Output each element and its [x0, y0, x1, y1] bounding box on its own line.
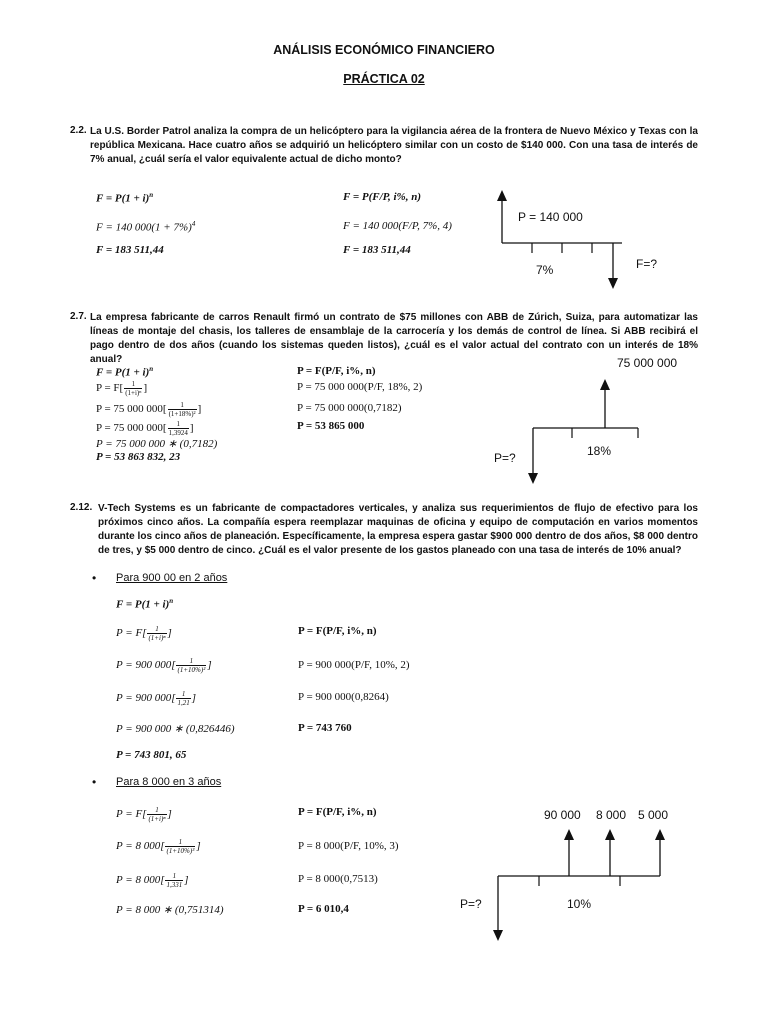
b1-formula-1: P = F[ $\frac{1}{\text{(1+i)ⁿ}}$ ] — [116, 625, 172, 642]
p27-formula-3: P = 75 000 000[ $\frac{1}{\text{(1+18\%)²}}$ ] — [96, 401, 202, 418]
b2-formula-5: P = F(P/F, i%, n) — [298, 806, 377, 818]
p22-formula-5: F = 140 000(F/P, 7%, 4) — [343, 220, 452, 232]
p212-rate-label: 10% — [567, 897, 592, 911]
p27-formula-6: P = 53 863 832, 23 — [96, 451, 181, 463]
p27-formula-4: P = 75 000 000[ $\frac{1}{1,3924}$ ] — [96, 420, 194, 437]
p22-future-value-label: F=? — [636, 257, 658, 271]
problem-2-7-number: 2.7. — [70, 311, 87, 322]
bullet-dot-1: • — [92, 571, 97, 585]
p27-formula-7: P = F(P/F, i%, n) — [297, 365, 376, 377]
b1-formula-6: P = F(P/F, i%, n) — [298, 625, 377, 637]
bullet-dot-2: • — [92, 775, 97, 789]
p27-rate-label: 18% — [587, 444, 612, 458]
p212-value-8000-label: 8 000 — [596, 808, 627, 822]
p27-formula-10: P = 53 865 000 — [297, 420, 365, 432]
b2-formula-2: P = 8 000[ $\frac{1}{\text{(1+10\%)³}}$ ] — [116, 838, 201, 855]
p22-present-value-label: P = 140 000 — [518, 210, 583, 224]
problem-2-2-number: 2.2. — [70, 125, 87, 136]
p22-formula-2: F = 140 $000(1 + 7\%)^4$ — [96, 220, 196, 234]
problem-2-12-text: V-Tech Systems es un fabricante de compactadores verticales, y analiza sus requerimientos de flujo de efectivo para los próximos cinco años. La compañía espera reemplazar maquinas de oficina y equipo de computación en varios momentos durante los cinco años de planeación. Específicamente, la empresa espera gastar $900 000 dentro de dos años, $8 000 dentro de tres, y $5 000 dentro de cinco. ¿Cuál es el valor presente de los gastos planeado con una tasa de interés de 10% anual? — [98, 503, 698, 556]
b1-formula-7: P = 900 000(P/F, 10%, 2) — [298, 659, 410, 671]
b1-formula-5: P = 743 801, 65 — [116, 749, 187, 761]
bullet-900000-heading: Para 900 00 en 2 años — [116, 572, 228, 584]
b2-formula-3: P = 8 000[ $\frac{1}{1,331}$ ] — [116, 872, 189, 889]
p27-formula-5: P = 75 000 000 ∗ (0,7182) — [96, 438, 218, 450]
b2-formula-8: P = 6 010,4 — [298, 903, 349, 915]
p22-formula-6: F = 183 511,44 — [343, 244, 411, 256]
p212-value-90000-label: 90 000 — [544, 808, 581, 822]
b1-formula-0: $F = P(1 + i)^n$ — [116, 597, 174, 611]
bullet-8000-heading: Para 8 000 en 3 años — [116, 776, 222, 788]
p27-formula-2: P = F[ $\frac{1}{\text{(1+i)ⁿ}}$ ] — [96, 380, 148, 397]
practice-title: PRÁCTICA 02 — [343, 72, 425, 86]
b1-formula-2: P = 900 000[ $\frac{1}{\text{(1+10\%)²}}$ ] — [116, 657, 212, 674]
b1-formula-4: P = 900 000 ∗ (0,826446) — [116, 723, 235, 735]
p22-formula-1: $F = P(1 + i)^n$ — [96, 191, 154, 205]
problem-2-7-text: La empresa fabricante de carros Renault firmó un contrato de $75 millones con ABB de Zúrich, Suiza, para automatizar las líneas de montaje del chasis, los talleres de ensamblaje de la carrocería y los demás de control de línea. Si ABB recibirá el pago dentro de dos años (cuando los sistemas queden listos), ¿cuál es el valor actual del contrato con un interés de 18% anual? — [90, 312, 698, 365]
p212-present-value-label: P=? — [460, 897, 482, 911]
p27-formula-1: $F = P(1 + i)^n$ — [96, 365, 154, 379]
p212-value-5000-label: 5 000 — [638, 808, 669, 822]
p22-formula-4: F = P(F/P, i%, n) — [343, 191, 421, 203]
problem-2-12-number: 2.12. — [70, 502, 93, 513]
b2-formula-1: P = F[ $\frac{1}{\text{(1+i)ⁿ}}$ ] — [116, 806, 172, 823]
b1-formula-8: P = 900 000(0,8264) — [298, 691, 389, 703]
b1-formula-9: P = 743 760 — [298, 722, 352, 734]
p27-formula-9: P = 75 000 000(0,7182) — [297, 402, 402, 414]
p27-present-value-label: P=? — [494, 451, 516, 465]
p27-formula-8: P = 75 000 000(P/F, 18%, 2) — [297, 381, 423, 393]
b2-formula-6: P = 8 000(P/F, 10%, 3) — [298, 840, 399, 852]
problem-2-2-text: La U.S. Border Patrol analiza la compra de un helicóptero para la vigilancia aérea de la frontera de Nuevo México y Texas con la república Mexicana. Hace cuatro años se adquirió un helicóptero similar con un costo de $140 000. Con una tasa de interés de 7% anual, ¿cuál sería el valor equivalente actual de dicho monto? — [90, 126, 698, 165]
b1-formula-3: P = 900 000[ $\frac{1}{1,21}$ ] — [116, 690, 197, 707]
document-title: ANÁLISIS ECONÓMICO FINANCIERO — [273, 43, 495, 57]
p27-future-value-label: 75 000 000 — [617, 356, 678, 370]
p22-rate-label: 7% — [536, 263, 554, 277]
b2-formula-7: P = 8 000(0,7513) — [298, 873, 378, 885]
b2-formula-4: P = 8 000 ∗ (0,751314) — [116, 904, 224, 916]
p22-formula-3: F = 183 511,44 — [96, 244, 164, 256]
